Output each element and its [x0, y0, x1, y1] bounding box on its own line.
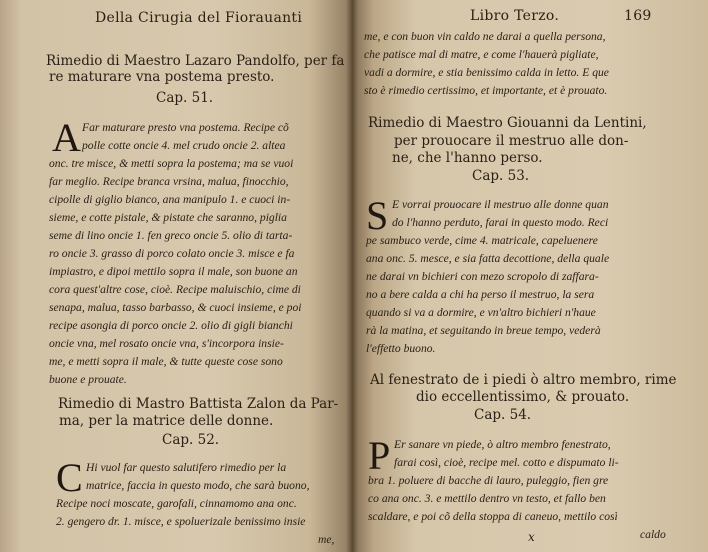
- text-line: scaldare, e poi cõ della stoppa di caneuo, mettilo così: [368, 510, 618, 523]
- remedy-title: ma, per la matrice delle donne.: [59, 413, 274, 429]
- text-line: co ana onc. 3. e mettilo dentro vn testo, et fallo ben: [368, 492, 606, 505]
- chapter-number: Cap. 53.: [472, 168, 530, 184]
- remedy-title: re maturare vna postema presto.: [49, 69, 275, 85]
- remedy-title: Rimedio di Mastro Battista Zalon da Par-: [58, 396, 339, 412]
- chapter-number: Cap. 54.: [474, 407, 532, 423]
- drop-cap: P: [368, 433, 391, 478]
- text-line: l'effetto buono.: [366, 342, 436, 355]
- running-header: Libro Terzo.: [470, 8, 560, 24]
- text-line: bra 1. poluere di bacche di lauro, puleggio, fien gre: [368, 474, 609, 487]
- right-page: [352, 0, 708, 552]
- book-gutter: [346, 0, 358, 552]
- text-line: polle cotte oncie 4. mel crudo oncie 2. altea: [82, 139, 286, 152]
- text-line: cipolle di giglio bianco, ana manipulo 1. e cuoci in-: [49, 193, 291, 206]
- text-line: Hi vuol far questo salutifero rimedio per la: [86, 461, 287, 474]
- text-line: sieme, e cotte pistale, & pistate che saranno, piglia: [49, 211, 287, 224]
- text-line: buone e prouate.: [49, 373, 127, 386]
- text-line: 2. gengero dr. 1. misce, e spoluerizale benissimo insie: [56, 515, 306, 528]
- drop-cap: S: [366, 193, 389, 238]
- text-line: Er sanare vn piede, ò altro membro fenestrato,: [394, 438, 611, 451]
- text-line: do l'hanno perduto, farai in questo modo. Reci: [392, 216, 609, 229]
- text-line: me,: [318, 533, 335, 546]
- left-page: [0, 0, 352, 552]
- text-line: matrice, faccia in questo modo, che sarà buono,: [86, 479, 310, 492]
- text-line: vadi a dormire, e stia benissimo calda in letto. E que: [364, 66, 609, 79]
- text-line: E vorrai prouocare il mestruo alle donne quan: [392, 198, 609, 211]
- text-line: farai così, cioè, recipe mel. cotto e dispumato li-: [394, 456, 619, 469]
- chapter-number: Cap. 52.: [162, 432, 220, 448]
- text-line: ana onc. 5. mesce, e sia fatta decottione, della quale: [366, 252, 610, 265]
- text-line: me, e con buon vin caldo ne darai a quella persona,: [364, 30, 606, 43]
- text-line: quando si va a dormire, e vn'altro bichieri n'haue: [366, 306, 596, 319]
- text-line: rà la matina, et seguitando in breue tempo, vederà: [366, 324, 601, 337]
- text-line: far meglio. Recipe branca vrsina, malua, finocchio,: [49, 175, 289, 188]
- remedy-title: Al fenestrato de i piedi ò altro membro, rime: [370, 372, 677, 388]
- remedy-title: per prouocare il mestruo alle don-: [394, 133, 629, 149]
- text-line: cora quest'altre cose, cioè. Recipe maluischio, cime di: [49, 283, 301, 296]
- remedy-title: dio eccellentissimo, & prouato.: [416, 389, 630, 405]
- remedy-title: Rimedio di Maestro Giouanni da Lentini,: [368, 115, 647, 131]
- remedy-title: ne, che l'hanno perso.: [392, 150, 543, 166]
- text-line: pe sambuco verde, cime 4. matricale, capeluenere: [366, 234, 598, 247]
- signature-mark: x: [528, 530, 535, 544]
- text-line: impiastro, e dipoi mettilo sopra il male, son buone an: [49, 265, 298, 278]
- text-line: no a bere calda a chi ha perso il mestruo, la sera: [366, 288, 595, 301]
- chapter-number: Cap. 51.: [156, 90, 214, 106]
- text-line: recipe asongia di porco oncie 2. olio di gigli bianchi: [49, 319, 293, 332]
- text-line: che patisce mal di matre, e come l'hauerà pigliate,: [364, 48, 599, 61]
- text-line: seme di lino oncie 1. fen greco oncie 5. olio di tarta-: [49, 229, 293, 242]
- text-line: ne darai vn bichieri con mezo scropolo di zaffara-: [366, 270, 599, 283]
- text-line: senapa, malua, tasso barbasso, & cuoci insieme, e poi: [49, 301, 302, 314]
- text-line: onc. tre misce, & metti sopra la postema; ma se vuoi: [49, 157, 294, 170]
- remedy-title: Rimedio di Maestro Lazaro Pandolfo, per fa: [46, 53, 345, 69]
- drop-cap: A: [52, 115, 81, 160]
- running-header: Della Cirugia del Fiorauanti: [95, 10, 303, 26]
- text-line: me, e metti sopra il male, & tutte queste cose sono: [49, 355, 283, 368]
- text-line: Recipe noci moscate, garofali, cinnamomo ana onc.: [56, 497, 297, 510]
- text-line: caldo: [640, 528, 666, 541]
- text-line: Far maturare presto vna postema. Recipe cõ: [82, 121, 289, 134]
- page-number: 169: [624, 8, 652, 24]
- text-line: sto è rimedio certissimo, et importante, et è prouato.: [364, 84, 608, 97]
- text-line: oncie vna, mel rosato oncie vna, s'incorpora insie-: [49, 337, 284, 350]
- drop-cap: C: [56, 455, 83, 500]
- text-line: ro oncie 3. grasso di porco colato oncie 3. misce e fa: [49, 247, 295, 260]
